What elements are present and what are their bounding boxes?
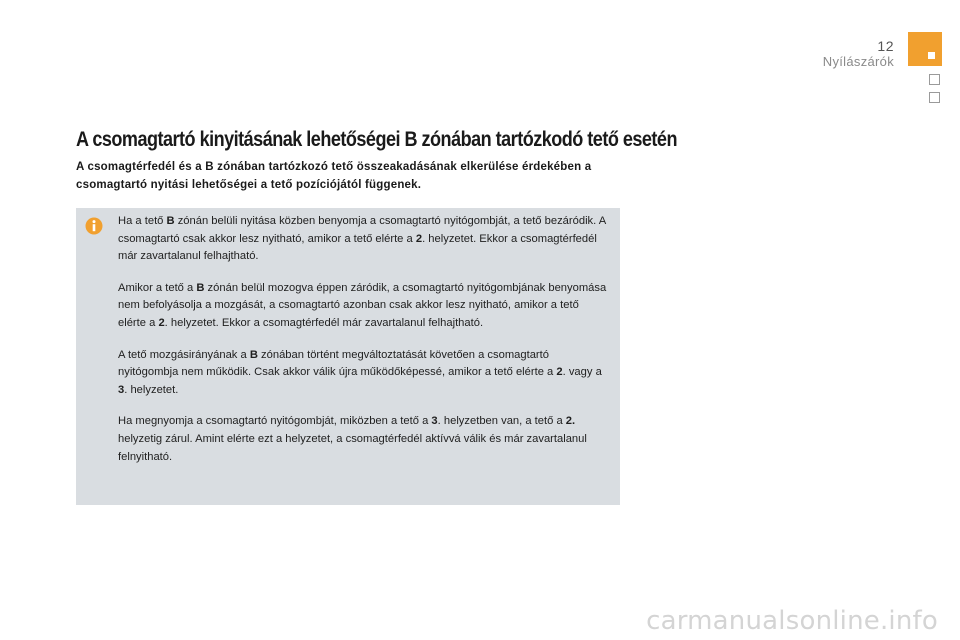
section-name: Nyílászárók [822, 54, 894, 69]
intro-text: A csomagtérfedél és a B zónában tartózkozó tető összeakadásának elkerülése érdekében a csomagtartó nyitási lehetőségei a tető pozíciójától függenek. [76, 161, 592, 191]
nav-square-2[interactable] [929, 92, 940, 103]
watermark[interactable]: carmanualsonline.info [646, 606, 938, 636]
info-paragraph-3: A tető mozgásirányának a B zónában történt megváltoztatását követően a csomagtartó nyitógombja nem működik. Csak akkor válik újra működőképessé, amikor a tető elérte a 2. vagy a 3. helyzetet. [118, 348, 602, 396]
section-tab-marker [928, 52, 935, 59]
page-title: A csomagtartó kinyitásának lehetőségei B zónában tartózkodó tető esetén [76, 128, 677, 151]
info-paragraph-2: Amikor a tető a B zónán belül mozogva éppen záródik, a csomagtartó nyitógombjának benyomása nem befolyásolja a mozgását, a csomagtartó azonban csak akkor lesz nyitható, amikor a tető elérte a 2. helyzetet. Ekkor a csomagtérfedél már zavartalanul felhajtható. [118, 281, 607, 329]
nav-square-1[interactable] [929, 74, 940, 85]
info-box [76, 208, 620, 505]
info-text [118, 213, 608, 480]
section-tab[interactable] [908, 32, 942, 66]
info-paragraph-4: Ha megnyomja a csomagtartó nyitógombját, miközben a tető a 3. helyzetben van, a tető a 2. helyzetig zárul. Amint elérte ezt a helyzetet, a csomagtérfedél aktívvá válik és már zavartalanul felnyitható. [118, 415, 587, 463]
page-number: 12 [877, 38, 894, 54]
info-paragraph-1: Ha a tető B zónán belüli nyitása közben benyomja a csomagtartó nyitógombját, a tető bezáródik. A csomagtartó csak akkor lesz nyitható, amikor a tető elérte a 2. helyzetet. Ekkor a csomagtérfedél már zavartalanul felhajtható. [118, 215, 606, 263]
info-icon [85, 217, 103, 235]
